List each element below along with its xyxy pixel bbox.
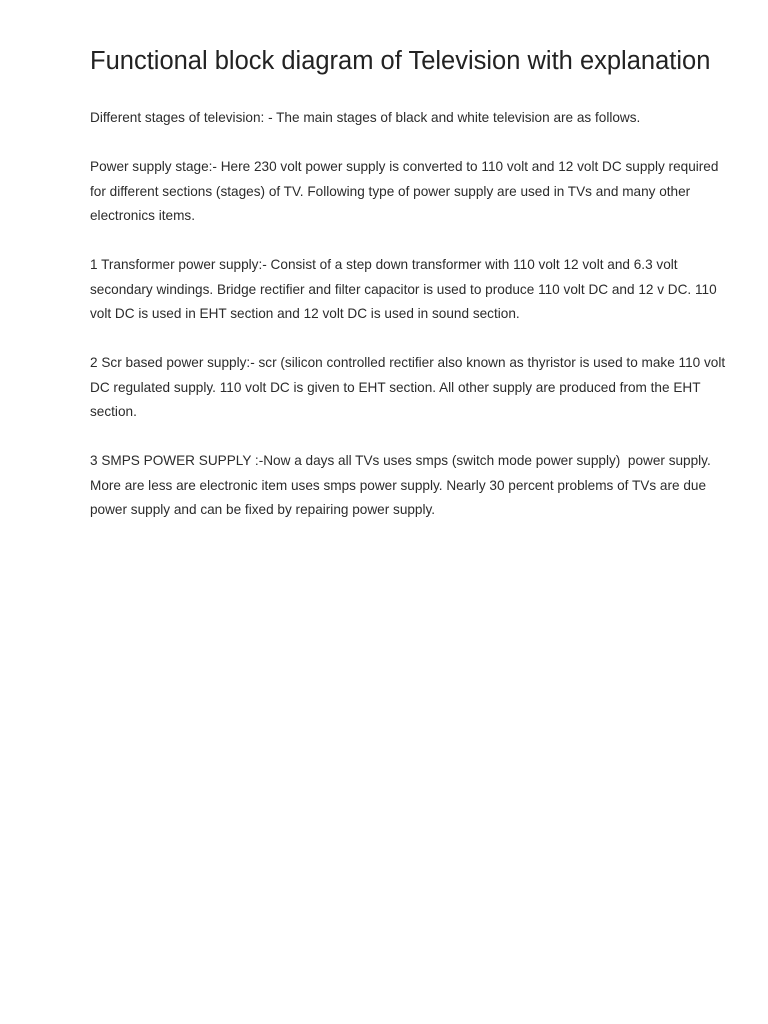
intro-paragraph: Different stages of television: - The main stages of black and white television are as follows. [90,110,641,125]
power-supply-stage-paragraph: Power supply stage:- Here 230 volt power supply is converted to 110 volt and 12 volt DC supply required for different sections (stages) of TV. Following type of power supply are used in TVs and many other electronics items. [90,159,723,223]
scr-power-supply-paragraph: 2 Scr based power supply:- scr (silicon controlled rectifier also known as thyristor is used to make 110 volt DC regulated supply. 110 volt DC is given to EHT section. All other supply are produced from the EHT section. [90,355,729,419]
transformer-power-supply-paragraph: 1 Transformer power supply:- Consist of a step down transformer with 110 volt 12 volt and 6.3 volt secondary windings. Bridge rectifier and filter capacitor is used to produce 110 volt DC and 12 v DC. 110 volt DC is used in EHT section and 12 volt DC is used in sound section. [90,257,721,321]
document-page [90,44,730,523]
smps-power-supply-paragraph: 3 SMPS POWER SUPPLY :-Now a days all TVs uses smps (switch mode power supply) power supply. More are less are electronic item uses smps power supply. Nearly 30 percent problems of TVs are due power supply and can be fixed by repairing power supply. [90,453,715,517]
page-title: Functional block diagram of Television with explanation [90,47,711,75]
